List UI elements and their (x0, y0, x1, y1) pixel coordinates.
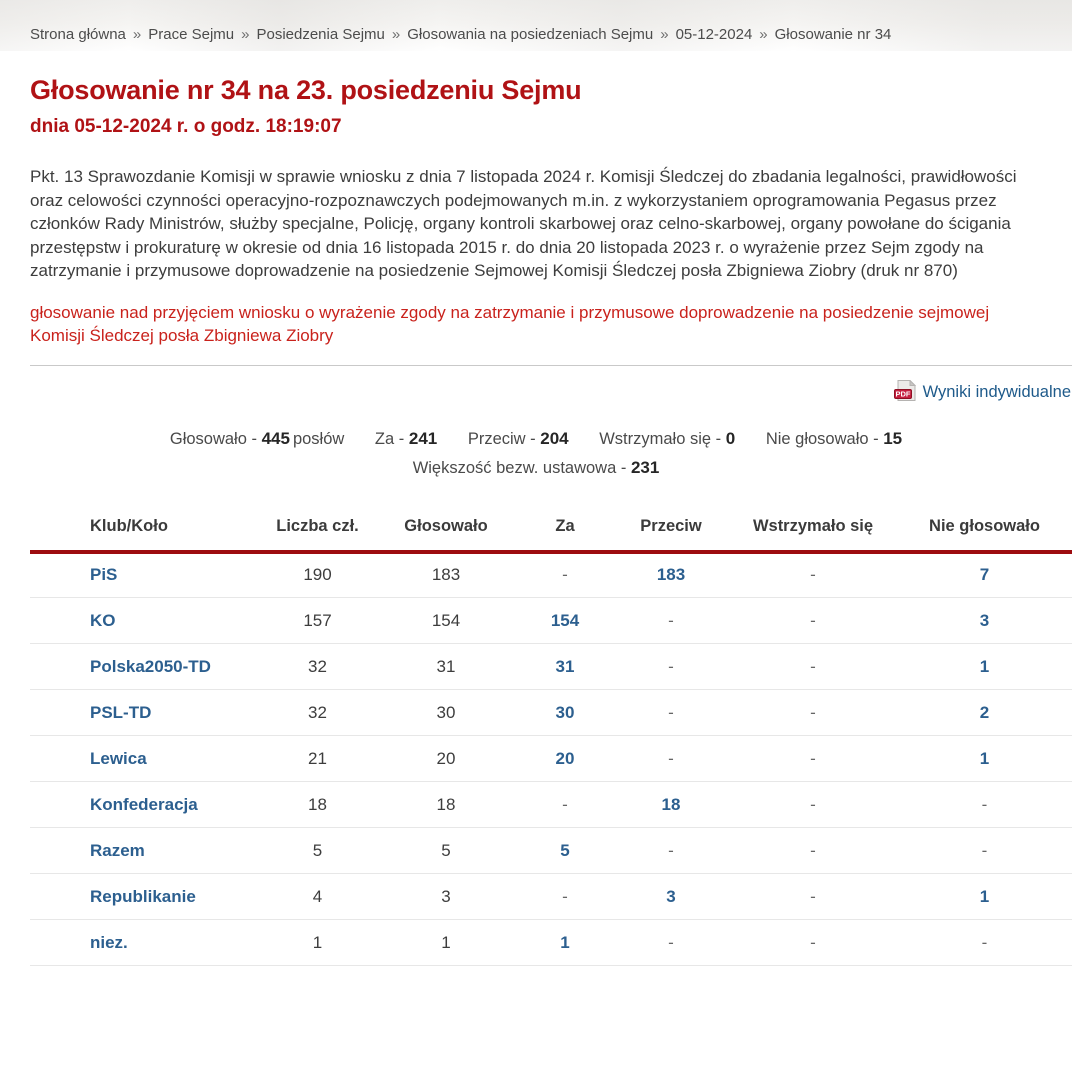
members-cell: 5 (260, 828, 375, 874)
statutory-majority: Większość bezw. ustawowa - 231 (412, 457, 660, 477)
members-cell: 18 (260, 782, 375, 828)
individual-results-row (0, 380, 1072, 406)
przeciw-cell: - (613, 828, 729, 874)
wstrzymalo-cell: - (729, 598, 897, 644)
voted-cell: 30 (375, 690, 517, 736)
za-cell: - (517, 874, 613, 920)
za-cell (517, 828, 613, 874)
row-spacer (30, 828, 75, 874)
individual-results-label: Wyniki indywidualne (922, 383, 1071, 401)
breadcrumb-separator: » (241, 26, 250, 43)
results-table (30, 511, 1072, 967)
vote-count-link[interactable]: 2 (979, 702, 990, 722)
nie-glosowalo-cell (897, 874, 1072, 920)
vote-count-link[interactable]: 30 (555, 702, 575, 722)
vote-count-link[interactable]: 1 (560, 932, 570, 952)
vote-count-link[interactable]: 18 (661, 794, 681, 814)
column-header-klub: Klub/Koło (75, 511, 260, 552)
wstrzymalo-cell: - (729, 874, 897, 920)
table-row (30, 782, 1072, 828)
members-cell: 1 (260, 920, 375, 966)
row-spacer (30, 690, 75, 736)
za-cell: - (517, 552, 613, 598)
stat-nie-glosowalo: Nie głosowało - 15 (765, 428, 903, 448)
members-cell: 157 (260, 598, 375, 644)
table-row (30, 644, 1072, 690)
nie-glosowalo-cell: - (897, 782, 1072, 828)
breadcrumb-separator: » (759, 26, 768, 43)
nie-glosowalo-cell (897, 644, 1072, 690)
breadcrumb-separator: » (391, 26, 401, 43)
stat-glosowalo: Głosowało - 445 posłów (169, 428, 345, 448)
members-cell: 32 (260, 690, 375, 736)
wstrzymalo-cell: - (729, 736, 897, 782)
wstrzymalo-cell: - (729, 690, 897, 736)
column-header-liczba: Liczba czł. (260, 511, 375, 552)
vote-topic-link[interactable]: głosowanie nad przyjęciem wniosku o wyrażenie zgody na zatrzymanie i przymusowe doprowadzenie na posiedzenie sejmowej Komisji Śledczej posła Zbigniewa Ziobry (30, 302, 990, 345)
vote-count-link[interactable]: 1 (979, 886, 990, 906)
przeciw-cell: - (613, 736, 729, 782)
table-header-row (30, 511, 1072, 552)
top-banner (0, 0, 1072, 51)
vote-summary (0, 429, 1072, 449)
breadcrumb-item-home[interactable]: Strona główna (30, 26, 126, 43)
table-row (30, 598, 1072, 644)
column-header-przeciw: Przeciw (613, 511, 729, 552)
row-spacer (30, 920, 75, 966)
nie-glosowalo-cell (897, 552, 1072, 598)
vote-description: Pkt. 13 Sprawozdanie Komisji w sprawie wniosku z dnia 7 listopada 2024 r. Komisji Śledczej do zbadania legalności, prawidłowości oraz celowości czynności operacyjno-rozpoznawczych podejmowanych m.in. z wykorzystaniem oprogramowania Pegasus przez członków Rady Ministrów, służby specjalne, Policję, organy kontroli skarbowej oraz celno-skarbowej, organy powołane do ścigania przestępstw i prokuraturę w okresie od dnia 16 listopada 2015 r. do dnia 20 listopada 2023 r. o wyrażenie przez Sejm zgody na zatrzymanie i przymusowe doprowadzenie na posiedzenie Sejmowej Komisji Śledczej posła Zbigniewa Ziobry (druk nr 870) (30, 167, 1017, 280)
voted-cell: 20 (375, 736, 517, 782)
voted-cell: 183 (375, 552, 517, 598)
club-link[interactable]: Lewica (90, 748, 147, 768)
za-cell: - (517, 782, 613, 828)
members-cell: 32 (260, 644, 375, 690)
nie-glosowalo-cell (897, 690, 1072, 736)
club-cell (75, 598, 260, 644)
column-header-wstrzymalo: Wstrzymało się (729, 511, 897, 552)
voted-cell: 31 (375, 644, 517, 690)
breadcrumb-separator: » (660, 26, 669, 43)
wstrzymalo-cell: - (729, 644, 897, 690)
table-row (30, 828, 1072, 874)
wstrzymalo-cell: - (729, 920, 897, 966)
przeciw-cell: - (613, 920, 729, 966)
za-cell (517, 598, 613, 644)
row-spacer (30, 874, 75, 920)
vote-count-link[interactable]: 7 (979, 565, 990, 585)
vote-count-link[interactable]: 1 (979, 748, 990, 768)
voted-cell: 18 (375, 782, 517, 828)
column-header-nie-glosowalo: Nie głosowało (897, 511, 1072, 552)
club-link[interactable]: KO (90, 610, 116, 630)
club-cell (75, 782, 260, 828)
pdf-icon (894, 380, 916, 406)
vote-count-link[interactable]: 31 (555, 656, 575, 676)
stat-za: Za - 241 (374, 428, 438, 448)
vote-count-link[interactable]: 1 (979, 656, 990, 676)
row-spacer (30, 644, 75, 690)
za-cell (517, 736, 613, 782)
przeciw-cell (613, 552, 729, 598)
breadcrumb-item-date[interactable]: 05-12-2024 (675, 26, 753, 43)
breadcrumb (30, 24, 1056, 45)
nie-glosowalo-cell (897, 736, 1072, 782)
table-row (30, 552, 1072, 598)
wstrzymalo-cell: - (729, 828, 897, 874)
vote-count-link[interactable]: 183 (656, 565, 686, 585)
vote-topic (30, 301, 1010, 348)
przeciw-cell: - (613, 598, 729, 644)
vote-count-link[interactable]: 5 (560, 840, 570, 860)
club-link[interactable]: Razem (90, 840, 145, 860)
svg-text:PDF: PDF (895, 389, 911, 399)
breadcrumb-item-glosowania[interactable]: Głosowania na posiedzeniach Sejmu (407, 26, 654, 43)
breadcrumb-item-prace-sejmu[interactable]: Prace Sejmu (148, 26, 235, 43)
row-spacer (30, 782, 75, 828)
stat-wstrzymalo-sie: Wstrzymało się - 0 (599, 428, 736, 448)
vote-count-link[interactable]: 3 (979, 610, 990, 630)
nie-glosowalo-cell: - (897, 920, 1072, 966)
club-cell (75, 828, 260, 874)
vote-count-link[interactable]: 20 (555, 748, 575, 768)
table-row (30, 690, 1072, 736)
table-row (30, 736, 1072, 782)
voted-cell: 1 (375, 920, 517, 966)
page-subtitle: dnia 05-12-2024 r. o godz. 18:19:07 (30, 116, 342, 137)
za-cell (517, 644, 613, 690)
vote-count-link[interactable]: 3 (666, 886, 676, 906)
przeciw-cell: - (613, 644, 729, 690)
club-cell (75, 874, 260, 920)
club-link[interactable]: PSL-TD (90, 702, 152, 722)
przeciw-cell (613, 874, 729, 920)
vote-count-link[interactable]: 154 (550, 610, 580, 630)
club-link[interactable]: Republikanie (90, 886, 196, 906)
table-row (30, 920, 1072, 966)
wstrzymalo-cell: - (729, 782, 897, 828)
club-cell (75, 644, 260, 690)
page-title: Głosowanie nr 34 na 23. posiedzeniu Sejmu (30, 75, 582, 105)
voted-cell: 5 (375, 828, 517, 874)
members-cell: 190 (260, 552, 375, 598)
members-cell: 4 (260, 874, 375, 920)
table-row (30, 874, 1072, 920)
column-header-glosowalo: Głosowało (375, 511, 517, 552)
breadcrumb-separator: » (132, 26, 142, 43)
przeciw-cell (613, 782, 729, 828)
voted-cell: 3 (375, 874, 517, 920)
row-spacer (30, 736, 75, 782)
wstrzymalo-cell: - (729, 552, 897, 598)
club-link[interactable]: PiS (90, 565, 118, 585)
nie-glosowalo-cell (897, 598, 1072, 644)
stat-przeciw: Przeciw - 204 (467, 428, 569, 448)
za-cell (517, 920, 613, 966)
club-cell (75, 920, 260, 966)
row-spacer (30, 552, 75, 598)
breadcrumb-item-current: Głosowanie nr 34 (774, 26, 892, 43)
divider (30, 365, 1072, 366)
club-link[interactable]: niez. (90, 932, 128, 952)
nie-glosowalo-cell: - (897, 828, 1072, 874)
breadcrumb-item-posiedzenia-sejmu[interactable]: Posiedzenia Sejmu (256, 26, 385, 43)
members-cell: 21 (260, 736, 375, 782)
club-cell (75, 736, 260, 782)
przeciw-cell: - (613, 690, 729, 736)
header-spacer (30, 511, 75, 552)
za-cell (517, 690, 613, 736)
voted-cell: 154 (375, 598, 517, 644)
club-link[interactable]: Polska2050-TD (90, 656, 211, 676)
club-cell (75, 690, 260, 736)
club-cell (75, 552, 260, 598)
row-spacer (30, 598, 75, 644)
column-header-za: Za (517, 511, 613, 552)
individual-results-link[interactable] (894, 380, 1071, 406)
club-link[interactable]: Konfederacja (90, 794, 198, 814)
